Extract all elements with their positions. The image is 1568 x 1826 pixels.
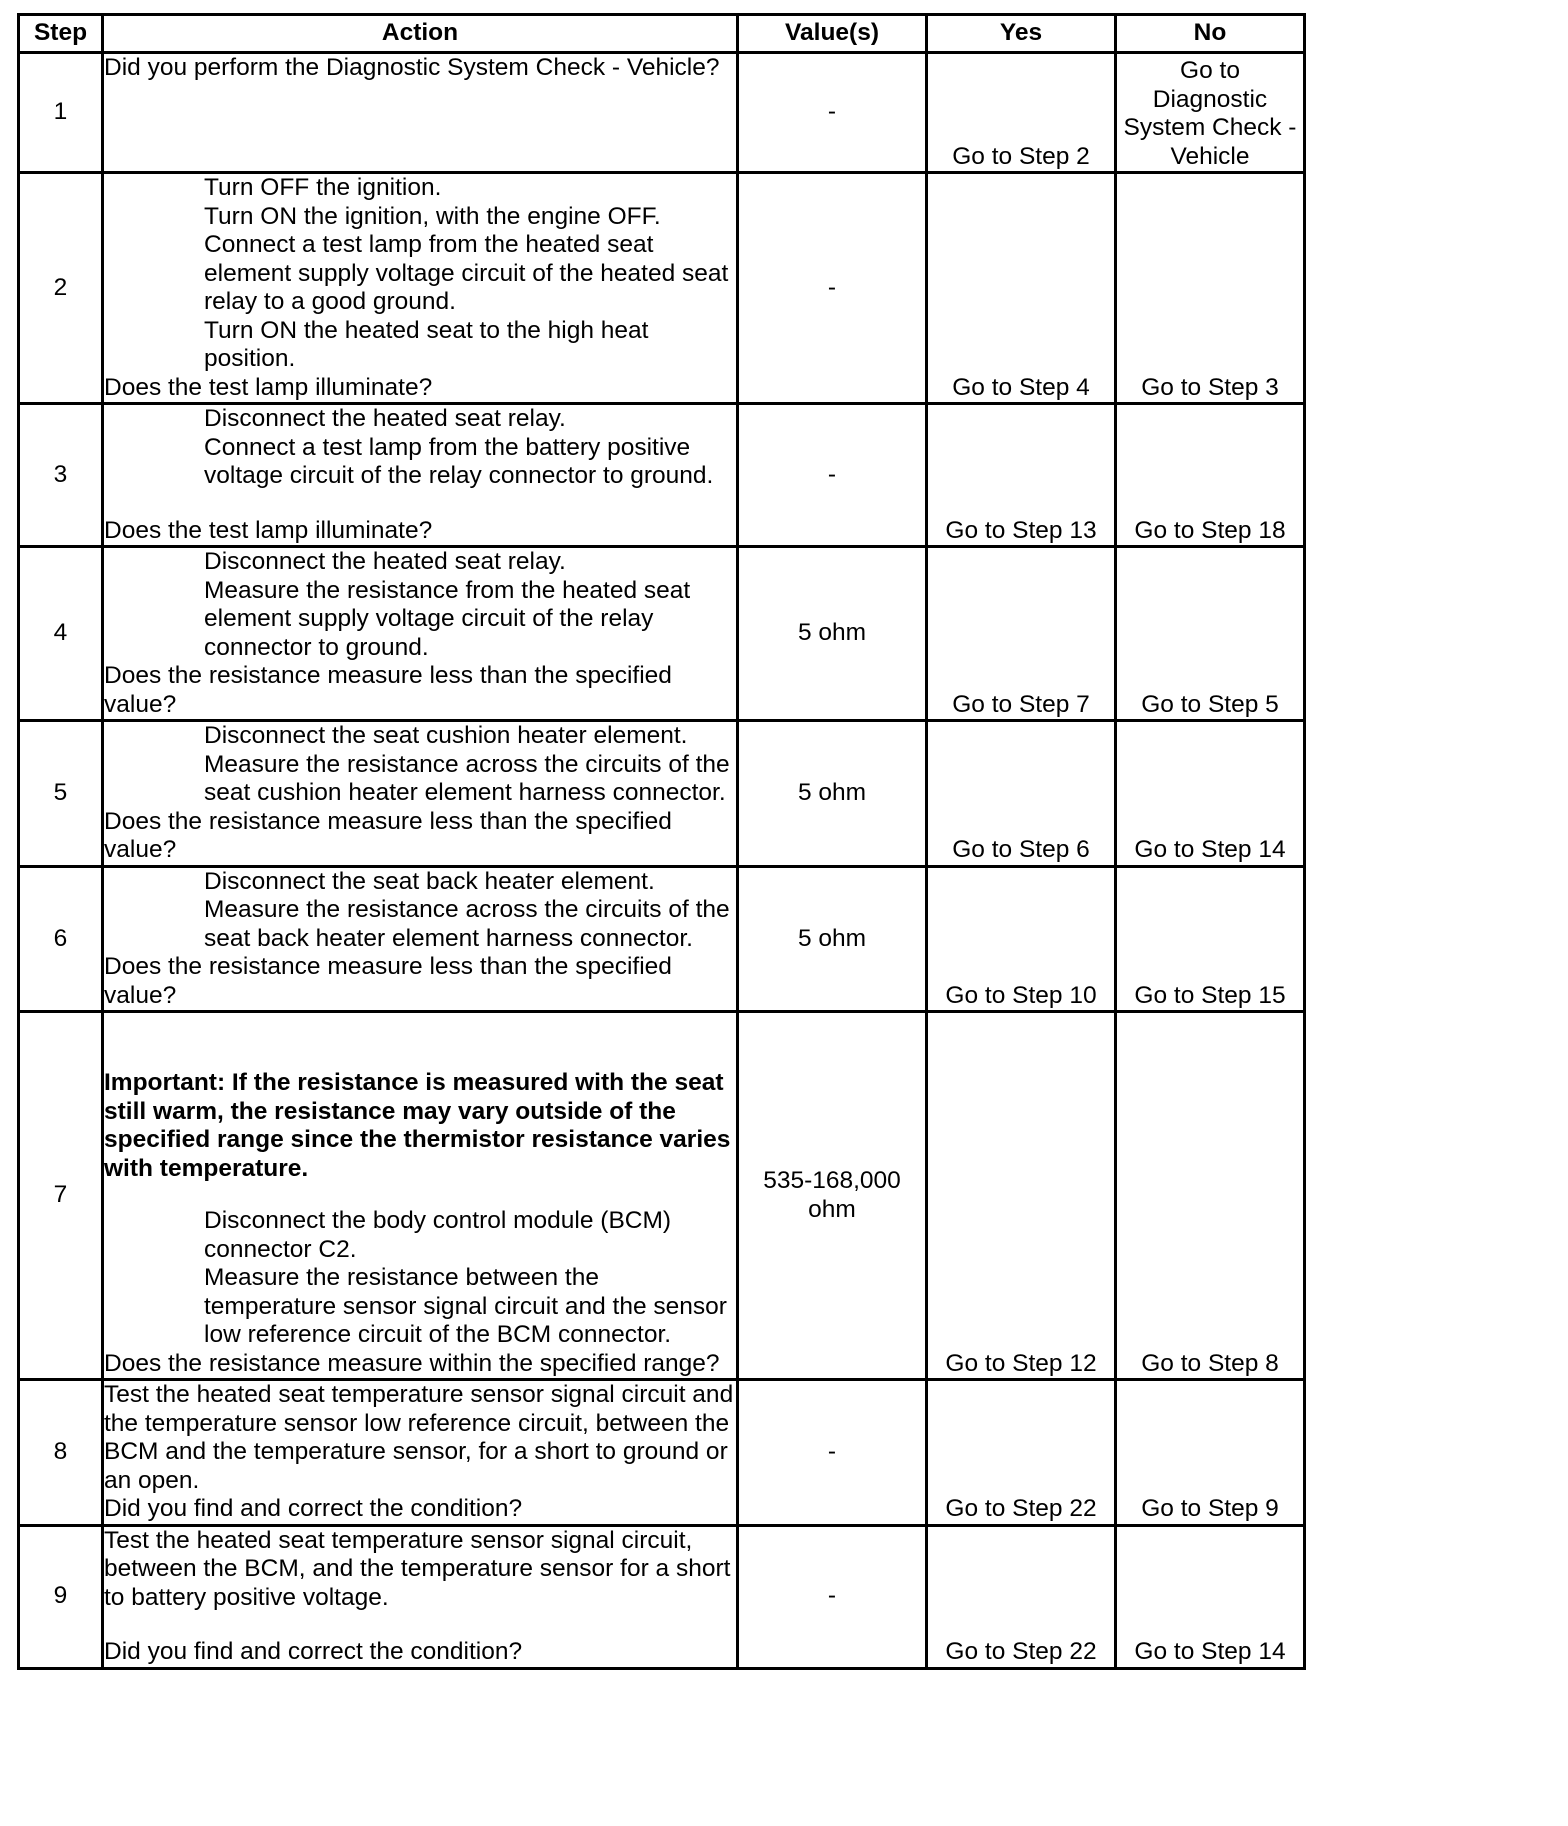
yes-cell: Go to Step 7: [927, 547, 1116, 721]
instruction-item: Connect a test lamp from the battery positive voltage circuit of the relay connector to ground.: [204, 433, 714, 489]
instruction-list: [104, 548, 736, 662]
instruction-item: Measure the resistance from the heated seat element supply voltage circuit of the relay connector to ground.: [204, 576, 691, 661]
yes-cell: Go to Step 12: [927, 1012, 1116, 1380]
question-text: Does the resistance measure less than the specified value?: [104, 807, 672, 863]
important-note: Important: If the resistance is measured with the seat still warm, the resistance may vary outside of the specified range since the thermistor resistance varies with temperature.: [104, 1069, 731, 1182]
instruction-item: Disconnect the seat cushion heater element.: [204, 722, 688, 749]
question-text: Does the test lamp illuminate?: [104, 516, 433, 544]
table-row: [19, 1525, 1305, 1668]
instruction-list: [104, 405, 736, 491]
value-cell: 535-168,000 ohm: [738, 1012, 927, 1380]
action-cell: [103, 404, 738, 547]
step-number: 3: [19, 404, 103, 547]
value-cell: -: [738, 1380, 927, 1526]
action-text: Test the heated seat temperature sensor signal circuit, between the BCM, and the temperature sensor for a short to battery positive voltage.: [104, 1526, 731, 1611]
table-row: [19, 721, 1305, 867]
header-values: Value(s): [738, 15, 927, 53]
step-number: 5: [19, 721, 103, 867]
instruction-item: Measure the resistance between the temperature sensor signal circuit and the sensor low reference circuit of the BCM connector.: [204, 1264, 727, 1348]
diagnostic-table-sheet: [17, 13, 1306, 1670]
instruction-item: Measure the resistance across the circuits of the seat back heater element harness connector.: [204, 896, 730, 952]
yes-cell: Go to Step 2: [927, 53, 1116, 173]
instruction-item: Disconnect the heated seat relay.: [204, 548, 566, 575]
instruction-item: Disconnect the heated seat relay.: [204, 405, 566, 432]
no-cell: Go to Step 14: [1116, 1525, 1305, 1668]
action-cell: [103, 173, 738, 404]
spacer: [104, 1183, 736, 1207]
yes-cell: Go to Step 22: [927, 1380, 1116, 1526]
instruction-item: Measure the resistance across the circuits of the seat cushion heater element harness connector.: [204, 750, 730, 806]
action-cell: [103, 1525, 738, 1668]
header-yes: Yes: [927, 15, 1116, 53]
spacer: [104, 1013, 736, 1041]
yes-cell: Go to Step 22: [927, 1525, 1116, 1668]
value-cell: 5 ohm: [738, 547, 927, 721]
value-cell: -: [738, 173, 927, 404]
action-cell: [103, 866, 738, 1012]
step-number: 4: [19, 547, 103, 721]
instruction-item: Disconnect the body control module (BCM) connector C2.: [204, 1207, 672, 1263]
header-step: Step: [19, 15, 103, 53]
no-cell: Go to Step 14: [1116, 721, 1305, 867]
question-text: Did you perform the Diagnostic System Check - Vehicle?: [104, 54, 720, 81]
action-body: [104, 1013, 736, 1350]
value-cell: 5 ohm: [738, 721, 927, 867]
yes-cell: Go to Step 6: [927, 721, 1116, 867]
instruction-item: Turn ON the heated seat to the high heat position.: [204, 316, 649, 372]
no-cell: Go to Diagnostic System Check - Vehicle: [1116, 53, 1305, 173]
step-number: 2: [19, 173, 103, 404]
no-cell: Go to Step 3: [1116, 173, 1305, 404]
instruction-list: [104, 174, 736, 374]
table-row: [19, 173, 1305, 404]
step-number: 6: [19, 866, 103, 1012]
header-action: Action: [103, 15, 738, 53]
step-number: 9: [19, 1525, 103, 1668]
table-row: [19, 547, 1305, 721]
value-cell: -: [738, 53, 927, 173]
no-cell: Go to Step 8: [1116, 1012, 1305, 1380]
table-row: [19, 866, 1305, 1012]
instruction-item: Turn ON the ignition, with the engine OFF.: [204, 202, 661, 230]
value-cell: -: [738, 404, 927, 547]
no-cell: Go to Step 9: [1116, 1380, 1305, 1526]
value-cell: -: [738, 1525, 927, 1668]
step-number: 8: [19, 1380, 103, 1526]
question-text: Did you find and correct the condition?: [104, 1638, 523, 1665]
yes-cell: Go to Step 4: [927, 173, 1116, 404]
spacer: [104, 1041, 736, 1069]
yes-cell: Go to Step 10: [927, 866, 1116, 1012]
question-text: Does the test lamp illuminate?: [104, 373, 433, 401]
instruction-list: [104, 722, 736, 808]
instruction-item: Turn OFF the ignition.: [204, 174, 442, 201]
instruction-item: Connect a test lamp from the heated seat element supply voltage circuit of the heated seat relay to a good ground.: [204, 231, 729, 315]
action-text: Test the heated seat temperature sensor signal circuit and the temperature sensor low reference circuit, between the BCM and the temperature sensor, for a short to ground or an open.: [104, 1381, 734, 1494]
instruction-list: [104, 1207, 736, 1350]
action-cell: [103, 547, 738, 721]
question-text: Does the resistance measure less than the specified value?: [104, 953, 672, 1009]
value-cell: 5 ohm: [738, 866, 927, 1012]
step-number: 1: [19, 53, 103, 173]
no-cell: Go to Step 15: [1116, 866, 1305, 1012]
table-row: [19, 404, 1305, 547]
action-cell: [103, 721, 738, 867]
question-text: Did you find and correct the condition?: [104, 1495, 523, 1522]
yes-cell: Go to Step 13: [927, 404, 1116, 547]
action-cell: [103, 1012, 738, 1380]
table-row: [19, 53, 1305, 173]
header-no: No: [1116, 15, 1305, 53]
no-cell: Go to Step 18: [1116, 404, 1305, 547]
table-row: [19, 1380, 1305, 1526]
diagnostic-table: [17, 13, 1306, 1670]
no-cell: Go to Step 5: [1116, 547, 1305, 721]
action-cell: [103, 1380, 738, 1526]
action-cell: [103, 53, 738, 173]
question-text: Does the resistance measure less than the specified value?: [104, 662, 672, 718]
question-text: Does the resistance measure within the specified range?: [104, 1349, 720, 1377]
header-row: [19, 15, 1305, 53]
instruction-item: Disconnect the seat back heater element.: [204, 867, 655, 895]
instruction-list: [104, 868, 736, 954]
table-row: [19, 1012, 1305, 1380]
step-number: 7: [19, 1012, 103, 1380]
